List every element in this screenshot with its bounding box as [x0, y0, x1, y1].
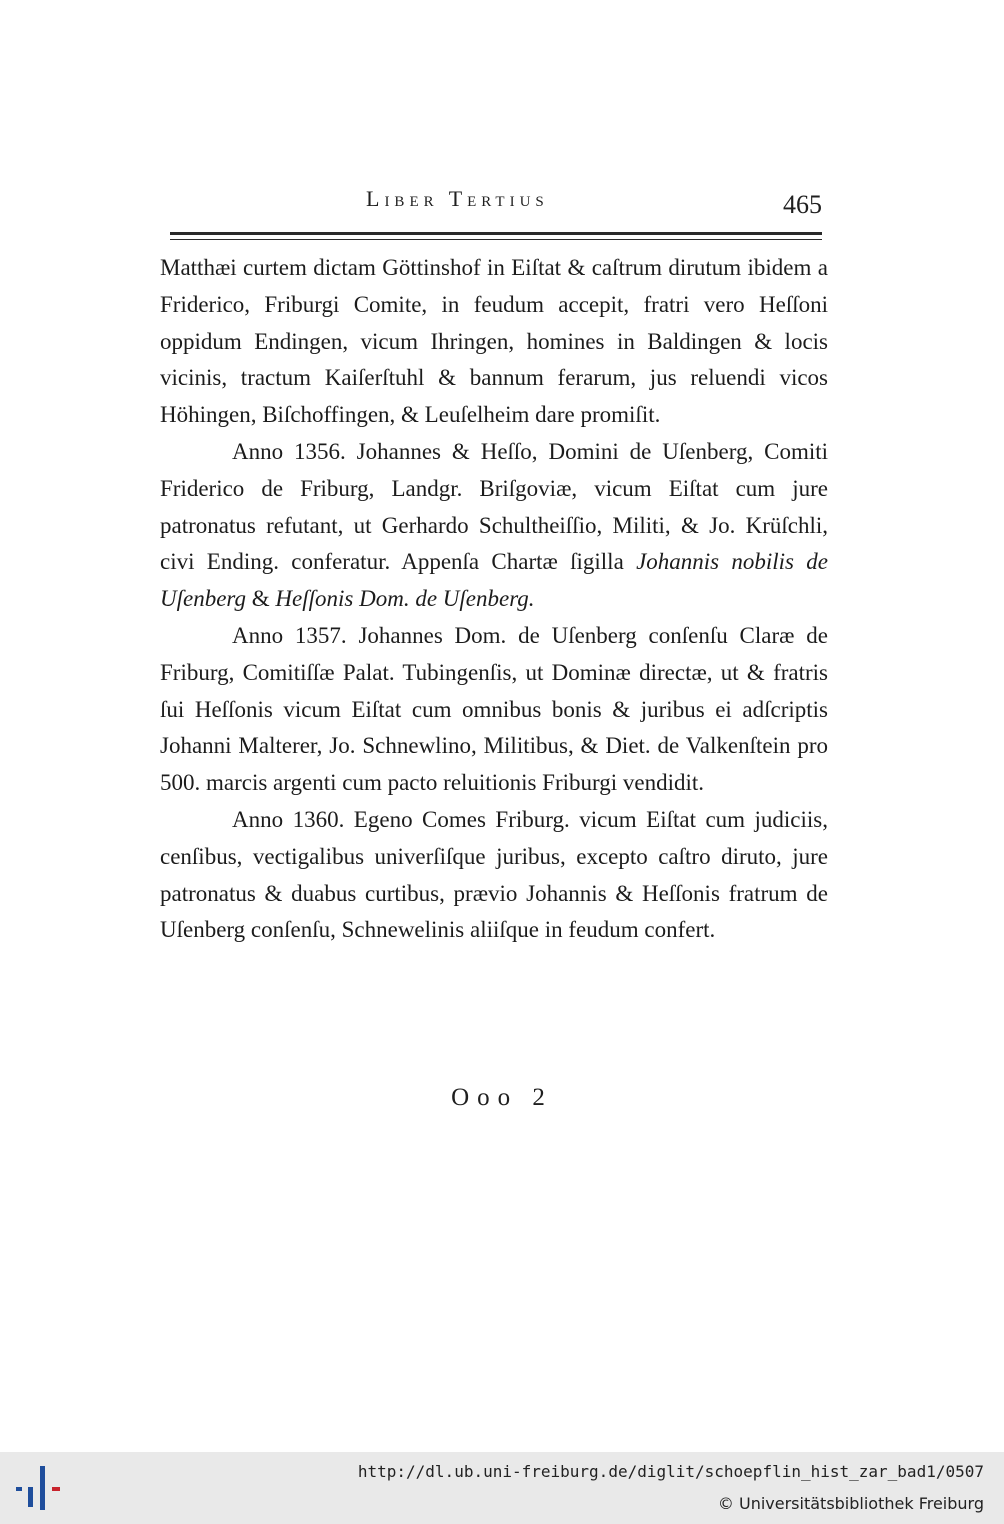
catchword: Ooo 2 — [451, 1084, 553, 1111]
paragraph-2-ampersand: & — [251, 586, 270, 612]
footer-bar — [0, 1452, 1004, 1524]
running-head — [160, 186, 832, 222]
paragraph-3: Anno 1357. Johannes Dom. de Uſenberg conſenſu Claræ de Friburg, Comitiſſæ Palat. Tubingenſis, ut Dominæ directæ, ut & fratris ſui Heſſonis vicum Eiſtat cum omnibus bonis & juribus ei adſcriptis Johanni Malterer, Jo. Schnewlino, Militibus, & Diet. de Valkenſtein pro 500. marcis argenti cum pacto reluitionis Friburgi vendidit. — [160, 622, 828, 796]
paragraph-4: Anno 1360. Egeno Comes Friburg. vicum Eiſtat cum judiciis, cenſibus, vectigalibus univerſiſque juribus, excepto caſtro diruto, jure patronatus & duabus curtibus, prævio Johannis & Heſſonis fratrum de Uſenberg conſenſu, Schnewelinis aliiſque in feudum confert. — [160, 806, 828, 943]
header-rule-thin — [170, 239, 822, 240]
running-title: Liber Tertius — [366, 186, 549, 211]
ub-freiburg-logo-icon — [12, 1462, 64, 1514]
header-rule-thick — [170, 232, 822, 235]
footer-url[interactable]: http://dl.ub.uni-freiburg.de/diglit/schoepflin_hist_zar_bad1/0507 — [357, 1462, 984, 1481]
paragraph-1: Matthæi curtem dictam Göttinshof in Eiſtat & caſtrum dirutum ibidem a Friderico, Friburgi Comite, in feudum accepit, fratri vero Heſſoni oppidum Endingen, vicum Ihringen, homines in Baldingen & locis vicinis, tractum Kaiſerſtuhl & bannum ferarum, jus reluendi vicos Höhingen, Biſchoffingen, & Leuſelheim dare promiſit. — [160, 255, 828, 428]
page-number: 465 — [783, 190, 822, 219]
body-text — [160, 250, 828, 949]
paragraph-2 — [160, 434, 828, 618]
paragraph-2-text: Anno 1356. Johannes & Heſſo, Domini de Uſenberg, Comiti Friderico de Friburg, Landgr. Briſgoviæ, vicum Eiſtat cum jure patronatus refutant, ut Gerhardo Schultheiſſio, Militi, & Jo. Krüſchli, civi Ending. conferatur. Appenſa Chartæ ſigilla — [160, 438, 828, 575]
footer-copyright: © Universitätsbibliothek Freiburg — [717, 1494, 984, 1513]
paragraph-2-italic-seal-1: Johannis nobilis de Uſenberg — [160, 549, 828, 612]
paragraph-2-italic-seal-2: Heſſonis Dom. de Uſenberg. — [275, 586, 535, 612]
